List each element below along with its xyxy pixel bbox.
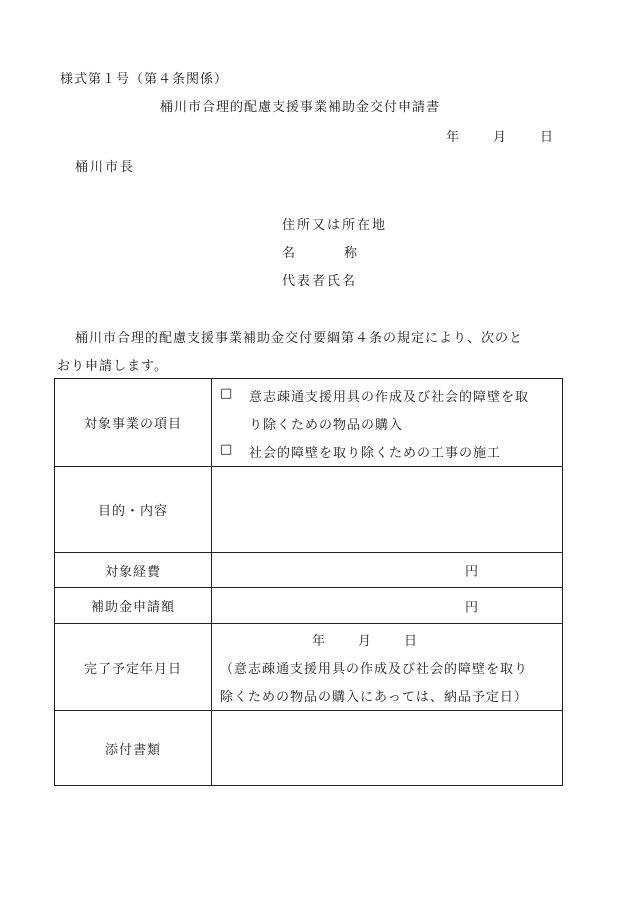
application-table (54, 378, 563, 786)
name-label-part2: 称 (344, 246, 358, 261)
purpose-field[interactable] (212, 467, 563, 553)
intro-line-2: おり申請します。 (57, 359, 168, 374)
cost-field[interactable] (212, 553, 563, 588)
purpose-label: 目的・内容 (55, 467, 212, 553)
attachments-label: 添付書類 (55, 711, 212, 786)
grant-amount-unit: 円 (465, 600, 480, 615)
date-day: 日 (540, 130, 554, 145)
representative-label: 代表者氏名 (282, 274, 358, 289)
completion-month: 月 (358, 634, 373, 649)
completion-note-line1: （意志疎通支援用具の作成及び社会的障壁を取り (220, 662, 529, 677)
row-completion (55, 624, 563, 711)
row-cost (55, 553, 563, 588)
row-grant-amount (55, 588, 563, 624)
attachments-field[interactable] (212, 711, 563, 786)
addressee: 桶川市長 (75, 160, 136, 175)
name-label-part1: 名 (282, 246, 296, 261)
completion-note-line2: 除くための物品の購入にあっては、納品予定日） (220, 690, 528, 705)
option2-checkbox[interactable]: □ (220, 442, 234, 457)
intro-line-1: 桶川市合理的配慮支援事業補助金交付要綱第４条の規定により、次のと (75, 331, 524, 346)
completion-day: 日 (404, 634, 419, 649)
completion-field[interactable] (212, 624, 563, 711)
option1-checkbox[interactable]: □ (220, 386, 234, 401)
option2-text: 社会的障壁を取り除くための工事の施工 (249, 446, 502, 461)
row-purpose (55, 467, 563, 553)
option1-text-line2: り除くための物品の購入 (249, 418, 404, 433)
address-label: 住所又は所在地 (282, 218, 388, 233)
row-project-item (55, 379, 563, 467)
option1-text-line1: 意志疎通支援用具の作成及び社会的障壁を取 (249, 390, 530, 405)
project-item-label: 対象事業の項目 (55, 379, 212, 467)
grant-amount-label: 補助金申請額 (55, 588, 212, 624)
date-year: 年 (446, 130, 460, 145)
project-item-options (212, 379, 563, 467)
completion-year: 年 (312, 634, 327, 649)
completion-label: 完了予定年月日 (55, 624, 212, 711)
form-title: 桶川市合理的配慮支援事業補助金交付申請書 (160, 100, 441, 115)
grant-amount-field[interactable] (212, 588, 563, 624)
cost-unit: 円 (465, 564, 480, 580)
form-number: 様式第１号（第４条関係） (60, 72, 229, 87)
date-month: 月 (493, 130, 507, 145)
cost-label: 対象経費 (55, 553, 212, 588)
row-attachments (55, 711, 563, 786)
